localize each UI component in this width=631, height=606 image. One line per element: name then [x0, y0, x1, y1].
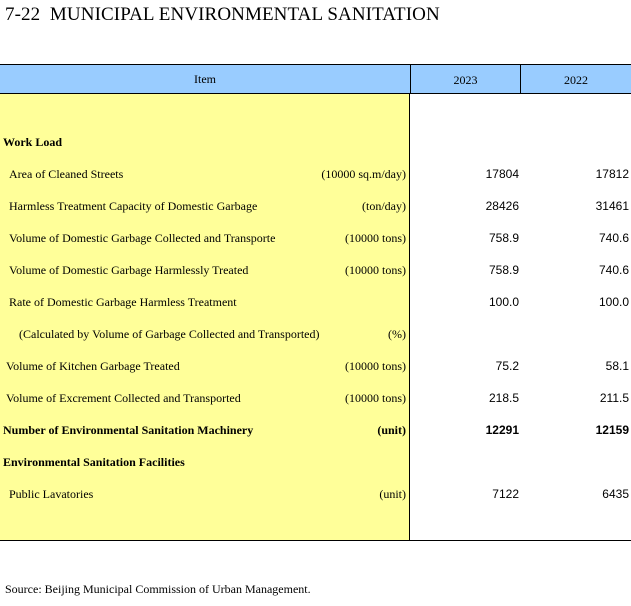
row-label: Environmental Sanitation Facilities — [3, 455, 185, 469]
sanitation-table — [0, 64, 631, 541]
row-unit: (10000 tons) — [345, 391, 406, 405]
value-2023: 100.0 — [488, 295, 519, 309]
table-row — [0, 359, 631, 379]
value-2022: 6435 — [602, 487, 629, 501]
header-year-2022: 2022 — [520, 65, 631, 93]
source-note: Source: Beijing Municipal Commission of Urban Management. — [5, 582, 311, 596]
table-header — [0, 65, 631, 94]
row-label: Public Lavatories — [9, 487, 94, 501]
value-2022: 17812 — [595, 167, 629, 181]
table-row — [0, 135, 631, 155]
value-2023: 28426 — [485, 199, 519, 213]
value-2023: 7122 — [492, 487, 519, 501]
row-unit: (ton/day) — [362, 199, 406, 213]
table-row — [0, 263, 631, 283]
value-2022: 100.0 — [598, 295, 629, 309]
row-label: Rate of Domestic Garbage Harmless Treatment — [9, 295, 237, 309]
table-title: 7-22 MUNICIPAL ENVIRONMENTAL SANITATION — [5, 4, 440, 25]
header-year-2023: 2023 — [410, 65, 520, 93]
row-label: (Calculated by Volume of Garbage Collected and Transported) — [19, 327, 320, 341]
row-unit: (10000 sq.m/day) — [321, 167, 406, 181]
header-item: Item — [194, 72, 216, 86]
table-row — [0, 423, 631, 443]
value-2023: 758.9 — [488, 231, 519, 245]
row-label: Volume of Excrement Collected and Transported — [6, 391, 241, 405]
value-2022: 12159 — [595, 423, 629, 437]
row-unit: (%) — [388, 327, 406, 341]
value-2022: 740.6 — [598, 263, 629, 277]
value-2022: 740.6 — [598, 231, 629, 245]
table-row — [0, 231, 631, 251]
row-label: Volume of Domestic Garbage Harmlessly Treated — [9, 263, 249, 277]
value-2023: 12291 — [485, 423, 519, 437]
row-label: Volume of Kitchen Garbage Treated — [6, 359, 180, 373]
row-unit: (unit) — [377, 423, 406, 437]
table-row — [0, 391, 631, 411]
value-2022: 211.5 — [599, 391, 629, 405]
table-row — [0, 199, 631, 219]
value-2022: 31461 — [595, 199, 629, 213]
value-2023: 758.9 — [488, 263, 519, 277]
row-label: Number of Environmental Sanitation Machinery — [3, 423, 254, 437]
value-2023: 218.5 — [488, 391, 519, 405]
row-label: Work Load — [3, 135, 63, 149]
table-row — [0, 327, 631, 347]
row-unit: (10000 tons) — [345, 359, 406, 373]
row-unit: (unit) — [379, 487, 406, 501]
table-row — [0, 455, 631, 475]
table-row — [0, 167, 631, 187]
value-2023: 75.2 — [495, 359, 519, 373]
row-label: Area of Cleaned Streets — [9, 167, 124, 181]
row-unit: (10000 tons) — [345, 263, 406, 277]
value-2023: 17804 — [485, 167, 519, 181]
value-2022: 58.1 — [605, 359, 629, 373]
table-row — [0, 295, 631, 315]
row-label: Harmless Treatment Capacity of Domestic Garbage — [9, 199, 258, 213]
row-label: Volume of Domestic Garbage Collected and Transporte — [9, 231, 276, 245]
table-row — [0, 487, 631, 507]
row-unit: (10000 tons) — [345, 231, 406, 245]
